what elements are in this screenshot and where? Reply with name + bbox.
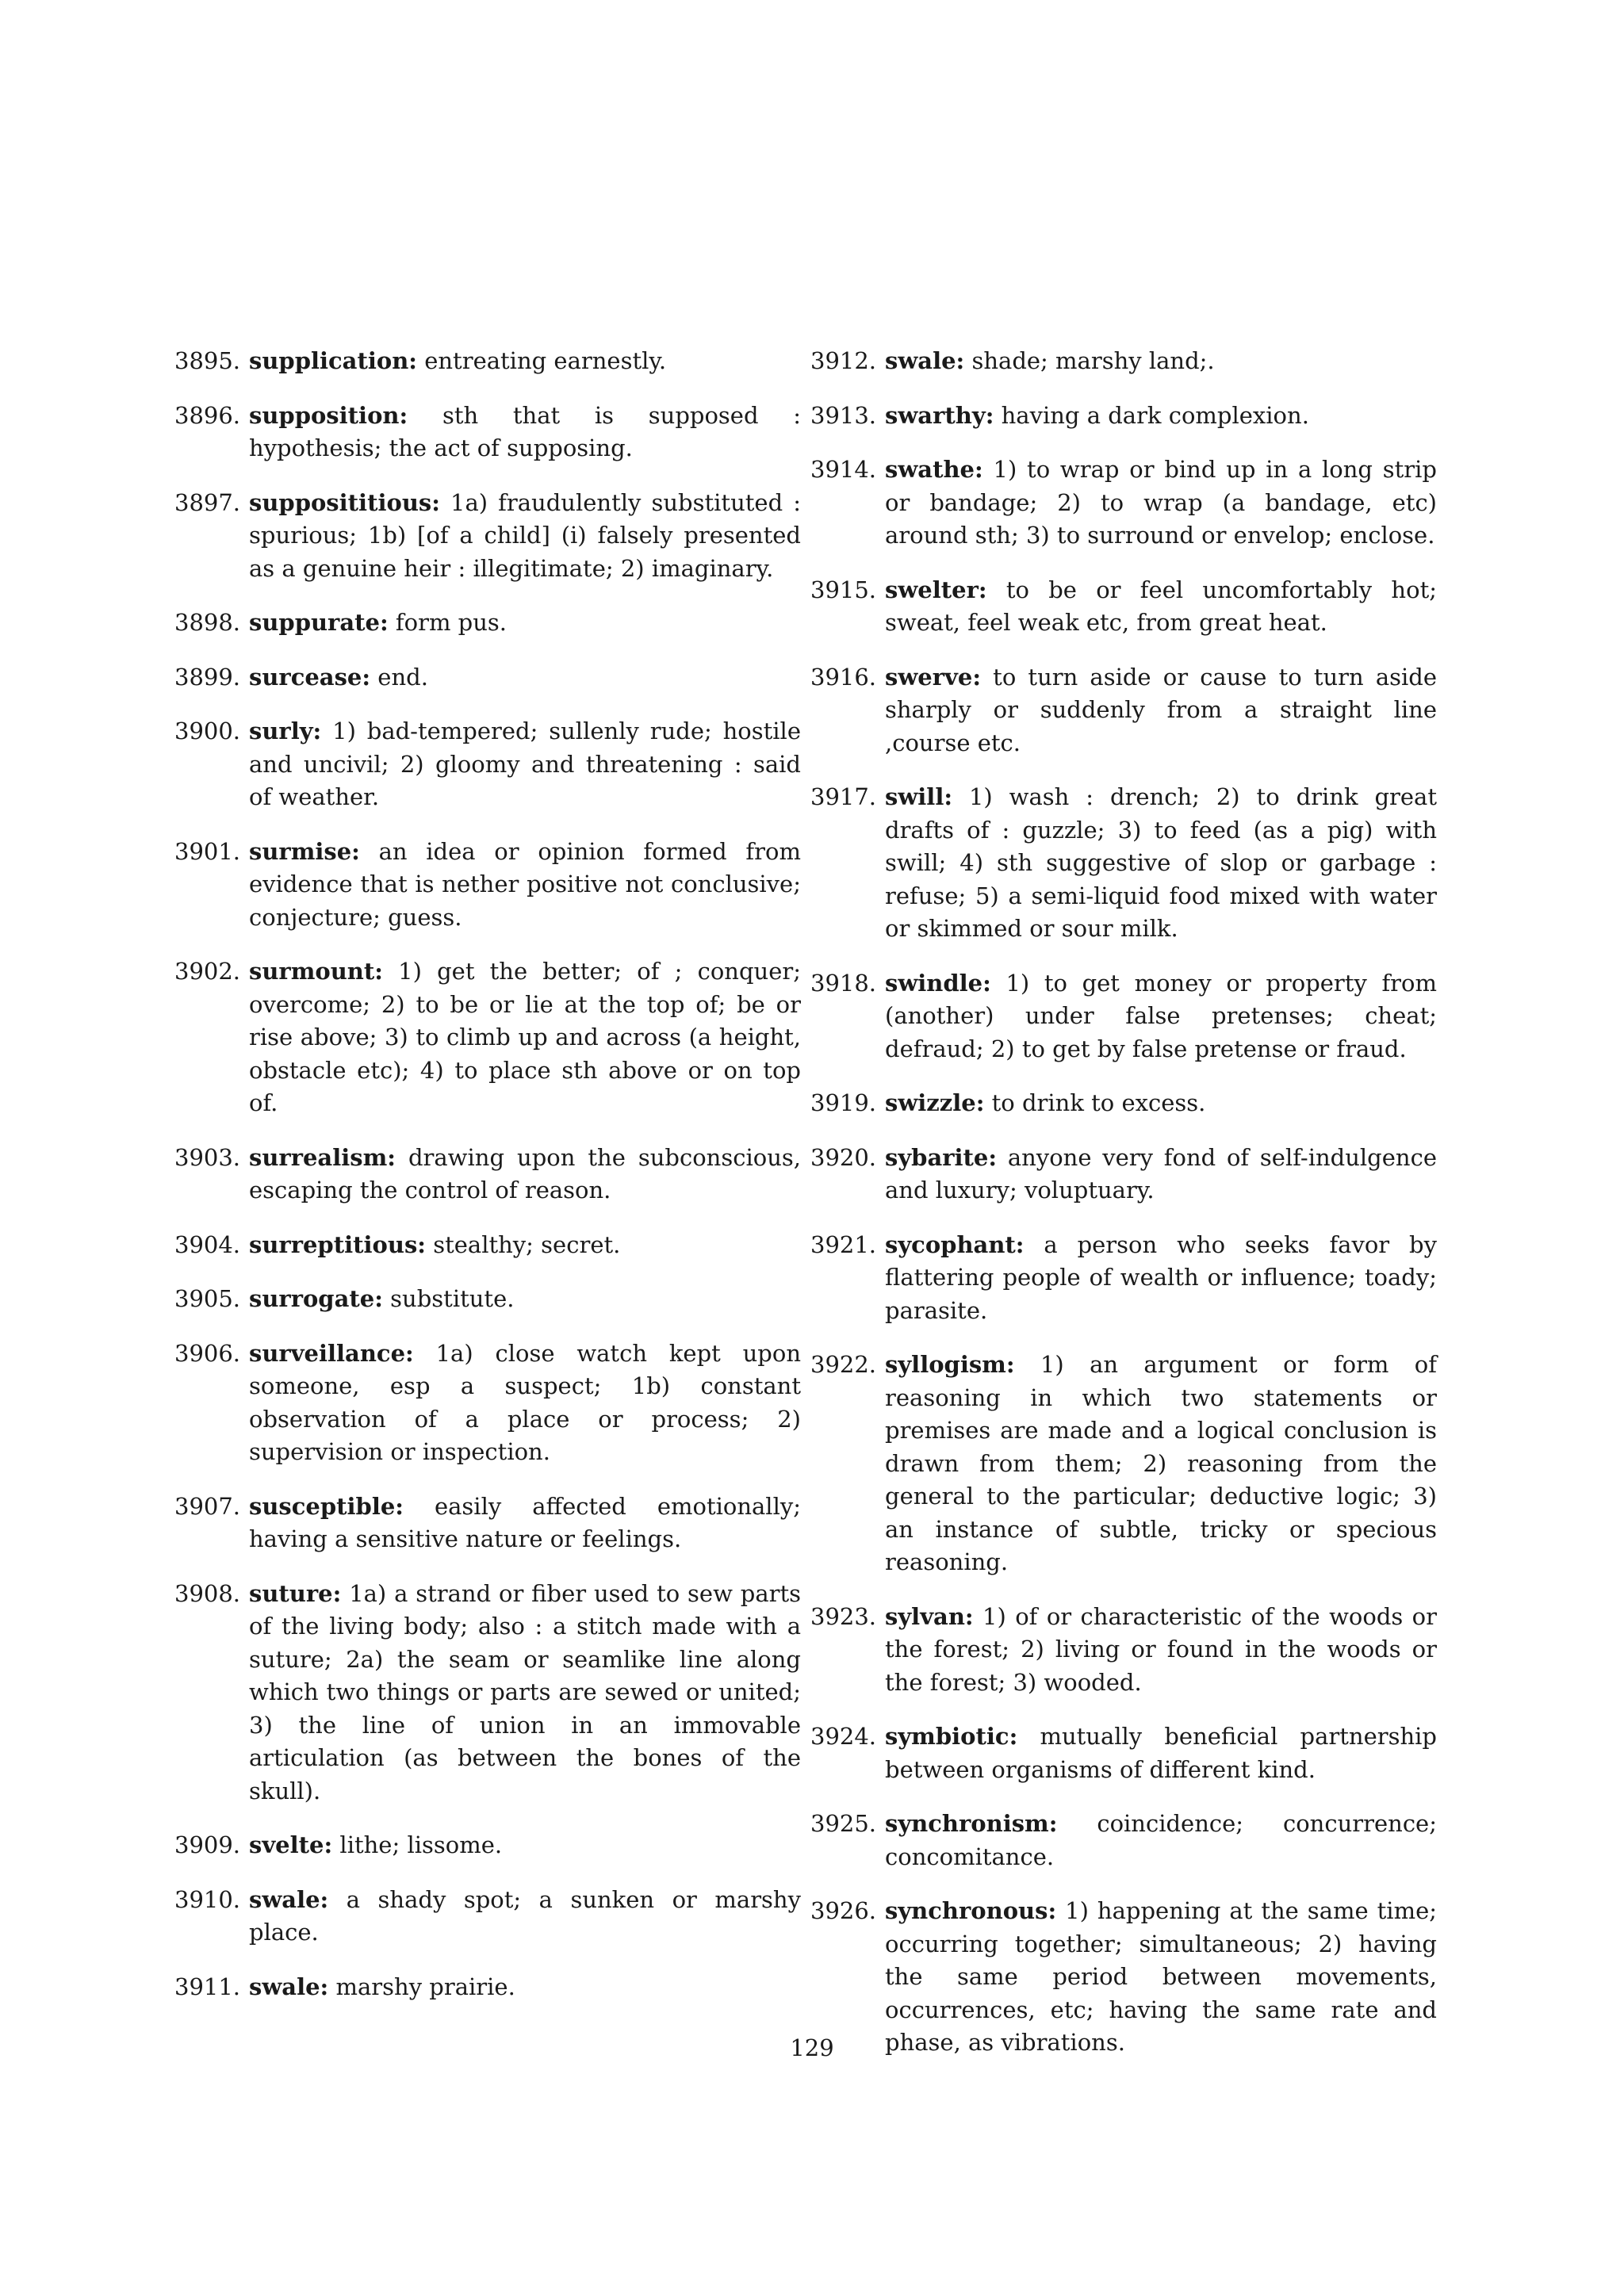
- entry-definition: 1) of or characteristic of the woods or the forest; 2) living or found in the woods or the forest; 3) wooded.: [885, 1602, 1437, 1696]
- entry-3919: [810, 1087, 1437, 1120]
- entry-definition: 1) to get money or property from (another) under false pretenses; cheat; defraud; 2) to get by false pretense or fraud.: [885, 969, 1438, 1062]
- entry-definition: coincidence; concurrence; concomitance.: [885, 1810, 1437, 1870]
- right-column: [810, 345, 1437, 2081]
- entry-definition: to turn aside or cause to turn aside sharply or suddenly from a straight line ,course etc.: [885, 663, 1438, 756]
- entry-3917: [810, 781, 1437, 946]
- entry-term: sylvan:: [885, 1602, 974, 1630]
- entry-3901: [174, 836, 801, 935]
- entry-definition: anyone very fond of self-indulgence and luxury; voluptuary.: [885, 1143, 1437, 1203]
- entry-number: 3921.: [810, 1230, 877, 1258]
- entry-definition: a person who seeks favor by flattering people of wealth or influence; toady; parasite.: [885, 1230, 1437, 1324]
- entry-definition: 1a) fraudulently substituted : spurious; 1b) [of a child] (i) falsely presented as a genuine heir : illegitimate; 2) imaginary.: [249, 488, 801, 582]
- entry-term: swelter:: [885, 576, 987, 603]
- entry-3896: [174, 400, 801, 465]
- entry-3918: [810, 967, 1437, 1066]
- entry-term: suppurate:: [249, 609, 389, 636]
- entry-3908: [174, 1578, 801, 1808]
- entry-3923: [810, 1601, 1437, 1700]
- entry-term: swale:: [249, 1885, 329, 1913]
- entry-3914: [810, 453, 1437, 553]
- entry-term: supposition:: [249, 401, 408, 429]
- entry-3924: [810, 1720, 1437, 1786]
- entry-number: 3902.: [174, 958, 241, 985]
- entry-number: 3900.: [174, 718, 241, 744]
- entry-definition: 1a) a strand or fiber used to sew parts of the living body; also : a stitch made with a suture; 2a) the seam or seamlike line along which two things or parts are sewed or united; 3) the line of union in an immovable articulation (as between the bones of the skull).: [249, 1579, 802, 1804]
- entry-term: surveillance:: [249, 1339, 414, 1367]
- entry-number: 3916.: [810, 663, 877, 691]
- entry-term: sycophant:: [885, 1230, 1025, 1258]
- entry-term: synchronism:: [885, 1810, 1058, 1837]
- entry-number: 3923.: [810, 1602, 877, 1630]
- entry-definition: 1) happening at the same time; occurring together; simultaneous; 2) having the same period between movements, occurrences, etc; having the same rate and phase, as vibrations.: [885, 1897, 1438, 2056]
- entry-term: supposititious:: [249, 488, 440, 516]
- entry-3898: [174, 607, 801, 640]
- entry-definition: shade; marshy land;.: [971, 347, 1215, 374]
- entry-term: syllogism:: [885, 1351, 1015, 1378]
- entry-3899: [174, 661, 801, 695]
- entry-number: 3909.: [174, 1831, 241, 1858]
- entry-term: supplication:: [249, 347, 417, 374]
- entry-term: surmount:: [249, 958, 383, 985]
- entry-term: swale:: [885, 347, 965, 374]
- entry-3906: [174, 1337, 801, 1469]
- entry-number: 3903.: [174, 1143, 241, 1171]
- entry-number: 3913.: [810, 401, 877, 429]
- entry-number: 3905.: [174, 1285, 241, 1312]
- entry-term: susceptible:: [249, 1492, 404, 1520]
- entry-definition: 1) to wrap or bind up in a long strip or bandage; 2) to wrap (a bandage, etc) around sth; 3) to surround or envelop; enclose.: [885, 456, 1438, 549]
- entry-definition: 1) wash : drench; 2) to drink great drafts of : guzzle; 3) to feed (as a pig) with swill; 4) sth suggestive of slop or garbage : refuse; 5) a semi-liquid food mixed with water or skimmed or sour milk.: [885, 783, 1437, 942]
- entry-3922: [810, 1349, 1437, 1579]
- entry-term: symbiotic:: [885, 1723, 1018, 1750]
- entry-definition: having a dark complexion.: [1001, 401, 1309, 429]
- page-number: 129: [790, 2034, 834, 2061]
- entry-number: 3917.: [810, 783, 877, 810]
- entry-definition: 1) bad-tempered; sullenly rude; hostile and uncivil; 2) gloomy and threatening : said of weather.: [249, 718, 801, 810]
- entry-definition: a shady spot; a sunken or marshy place.: [249, 1885, 801, 1946]
- entry-number: 3915.: [810, 576, 877, 603]
- entry-number: 3919.: [810, 1089, 877, 1116]
- entry-definition: marshy prairie.: [335, 1973, 515, 2000]
- entry-term: suture:: [249, 1579, 342, 1607]
- entry-term: surmise:: [249, 837, 360, 865]
- entry-number: 3899.: [174, 663, 241, 691]
- entry-definition: substitute.: [390, 1285, 515, 1312]
- entry-definition: easily affected emotionally; having a sensitive nature or feelings.: [249, 1492, 802, 1552]
- entry-number: 3898.: [174, 609, 241, 636]
- entry-term: swathe:: [885, 456, 983, 483]
- entry-3900: [174, 715, 801, 814]
- entry-3912: [810, 345, 1437, 378]
- entry-term: surly:: [249, 718, 322, 744]
- entry-3897: [174, 487, 801, 586]
- entry-definition: stealthy; secret.: [433, 1230, 621, 1258]
- entry-term: swarthy:: [885, 401, 994, 429]
- entry-definition: an idea or opinion formed from evidence that is nether positive not conclusive; conjecture; guess.: [249, 837, 801, 931]
- entry-term: svelte:: [249, 1831, 333, 1858]
- entry-3911: [174, 1971, 801, 2004]
- entry-number: 3897.: [174, 488, 241, 516]
- entry-definition: 1) an argument or form of reasoning in which two statements or premises are made and a logical conclusion is drawn from them; 2) reasoning from the general to the particular; deductive logic; 3) an instance of subtle, tricky or specious reasoning.: [885, 1351, 1437, 1575]
- entry-term: swindle:: [885, 969, 991, 997]
- entry-3902: [174, 955, 801, 1120]
- entry-term: surreptitious:: [249, 1230, 426, 1258]
- entry-term: sybarite:: [885, 1143, 998, 1171]
- entry-number: 3911.: [174, 1973, 241, 2000]
- entry-number: 3926.: [810, 1897, 877, 1924]
- entry-number: 3895.: [174, 347, 241, 374]
- entry-number: 3910.: [174, 1885, 241, 1913]
- entry-term: swizzle:: [885, 1089, 985, 1116]
- entry-number: 3918.: [810, 969, 877, 997]
- entry-3907: [174, 1490, 801, 1556]
- entry-term: synchronous:: [885, 1897, 1057, 1924]
- entry-definition: form pus.: [395, 609, 508, 636]
- entry-number: 3924.: [810, 1723, 877, 1750]
- entry-3904: [174, 1229, 801, 1262]
- entry-number: 3906.: [174, 1339, 241, 1367]
- entry-number: 3907.: [174, 1492, 241, 1520]
- entry-number: 3901.: [174, 837, 241, 865]
- entry-number: 3925.: [810, 1810, 877, 1837]
- entry-3921: [810, 1229, 1437, 1328]
- entry-number: 3920.: [810, 1143, 877, 1171]
- entry-definition: mutually beneficial partnership between organisms of different kind.: [885, 1723, 1437, 1783]
- entry-number: 3904.: [174, 1230, 241, 1258]
- entry-definition: end.: [377, 663, 428, 691]
- entry-number: 3908.: [174, 1579, 241, 1607]
- entry-3915: [810, 574, 1437, 640]
- entry-term: swill:: [885, 783, 953, 810]
- entry-3895: [174, 345, 801, 378]
- entry-number: 3896.: [174, 401, 241, 429]
- entry-definition: lithe; lissome.: [339, 1831, 503, 1858]
- entry-term: surrogate:: [249, 1285, 383, 1312]
- entry-term: surcease:: [249, 663, 371, 691]
- entry-definition: to drink to excess.: [991, 1089, 1206, 1116]
- entry-3905: [174, 1283, 801, 1316]
- entry-term: surrealism:: [249, 1143, 396, 1171]
- entry-number: 3912.: [810, 347, 877, 374]
- entry-number: 3914.: [810, 456, 877, 483]
- entry-definition: to be or feel uncomfortably hot; sweat, feel weak etc, from great heat.: [885, 576, 1437, 636]
- entry-definition: entreating earnestly.: [424, 347, 667, 374]
- entry-definition: 1) get the better; of ; conquer; overcome; 2) to be or lie at the top of; be or rise above; 3) to climb up and across (a height, obstacle etc); 4) to place sth above or on top of.: [249, 958, 802, 1116]
- entry-3916: [810, 661, 1437, 760]
- entry-3909: [174, 1829, 801, 1862]
- entry-3920: [810, 1142, 1437, 1207]
- entry-definition: drawing upon the subconscious, escaping the control of reason.: [249, 1143, 801, 1203]
- entry-3903: [174, 1142, 801, 1207]
- entry-3925: [810, 1808, 1437, 1873]
- left-column: [174, 345, 801, 2025]
- entry-term: swale:: [249, 1973, 329, 2000]
- entry-term: swerve:: [885, 663, 982, 691]
- entry-3910: [174, 1884, 801, 1950]
- entry-number: 3922.: [810, 1351, 877, 1378]
- entry-definition: 1a) close watch kept upon someone, esp a suspect; 1b) constant observation of a place or process; 2) supervision or inspection.: [249, 1339, 802, 1465]
- entry-definition: sth that is supposed : hypothesis; the act of supposing.: [249, 401, 802, 461]
- entry-3913: [810, 400, 1437, 433]
